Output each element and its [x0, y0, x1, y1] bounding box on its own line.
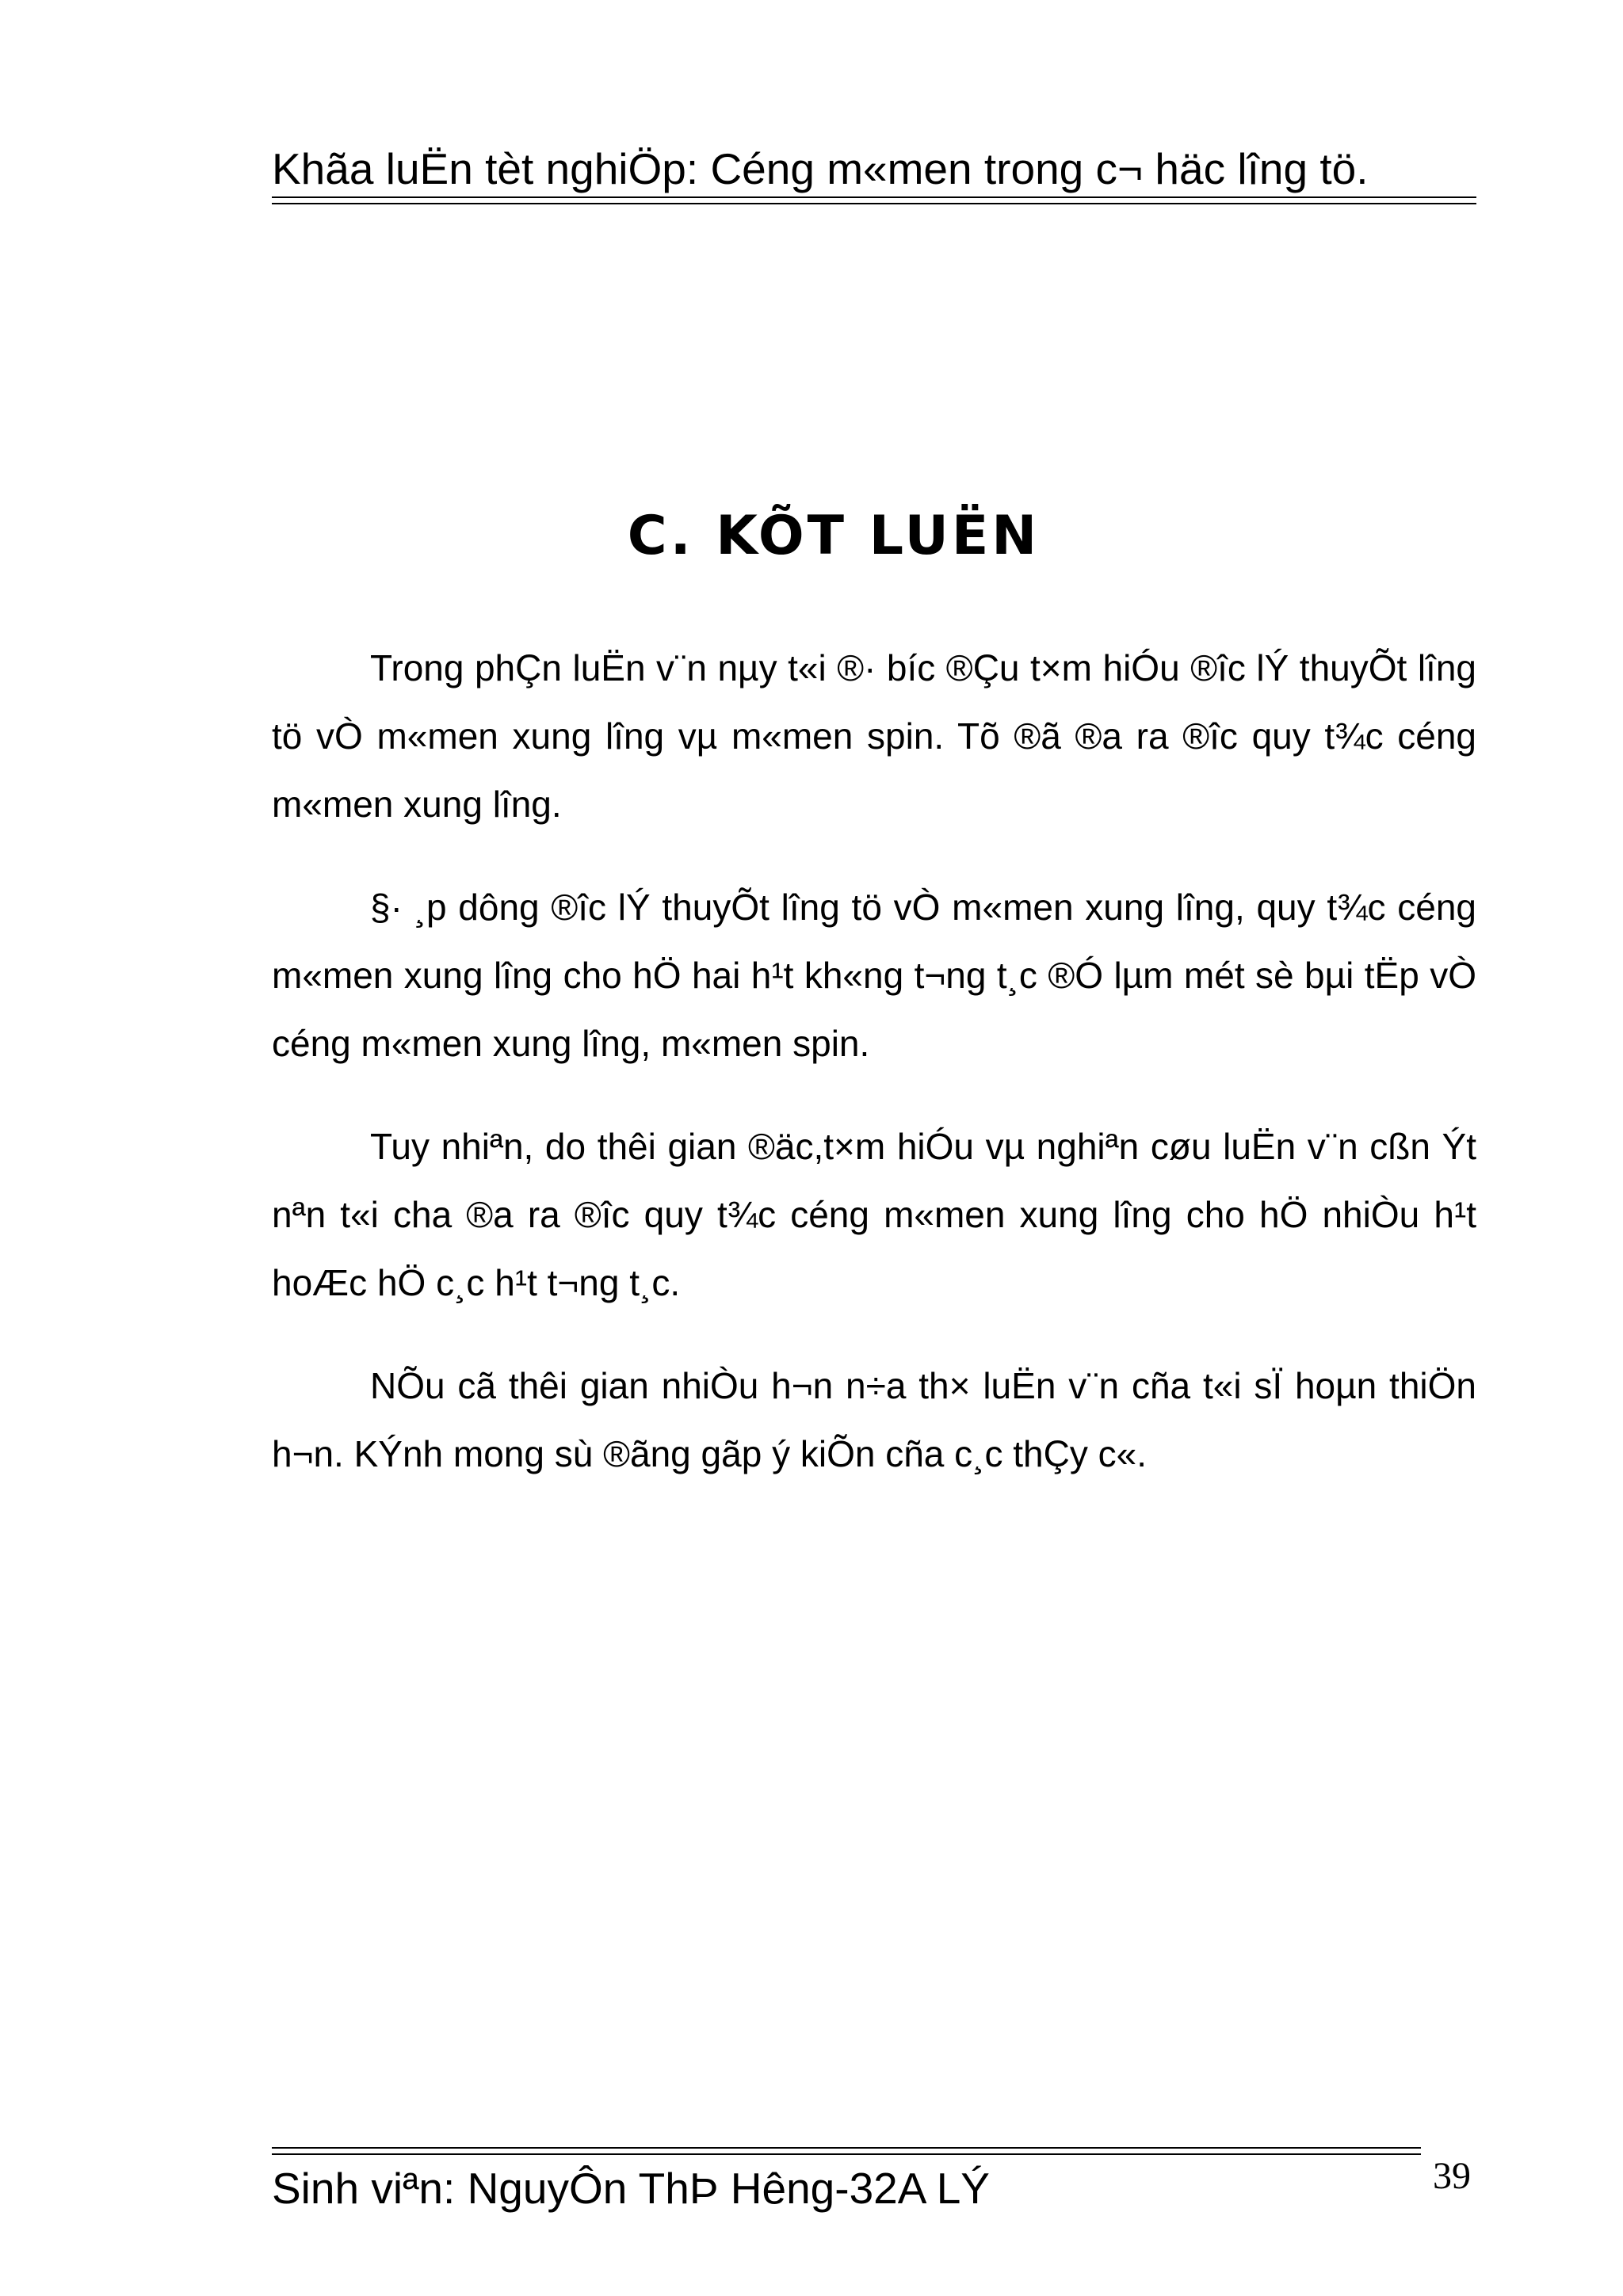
paragraph-4: NÕu cã thêi gian nhiÒu h¬n n÷a th× luËn v¨n cña t«i sÏ hoµn thiÖn h¬n. KÝnh mong sù ®ãng gãp ý kiÕn cña c¸c thÇy c«. — [272, 1365, 1476, 1474]
paragraph-2: §· ¸p dông ®îc lÝ thuyÕt lîng tö vÒ m«men xung lîng, quy t¾c céng m«men xung lîng cho hÖ hai h¹t kh«ng t¬ng t¸c ®Ó lµm mét sè bµi tËp vÒ céng m«men xung lîng, m«men spin. — [272, 887, 1476, 1064]
page-number: 39 — [1433, 2155, 1471, 2197]
footer-double-rule — [272, 2147, 1421, 2155]
running-header: Khãa luËn tèt nghiÖp: Céng m«men trong c¬ häc lîng tö. — [272, 144, 1369, 193]
footer-author: Sinh viªn: NguyÔn ThÞ Hêng-32A LÝ — [272, 2164, 990, 2213]
body-text — [272, 634, 1476, 1523]
paragraph-3: Tuy nhiªn, do thêi gian ®äc,t×m hiÓu vµ nghiªn cøu luËn v¨n cßn Ýt nªn t«i cha ®a ra ®îc quy t¾c céng m«men xung lîng cho hÖ nhiÒu h¹t hoÆc hÖ c¸c h¹t t¬ng t¸c. — [272, 1126, 1476, 1303]
section-heading: C. KÕT LUËN — [627, 505, 1041, 567]
header-double-rule — [272, 196, 1476, 204]
paragraph-1: Trong phÇn luËn v¨n nµy t«i ®· bíc ®Çu t×m hiÓu ®îc lÝ thuyÕt lîng tö vÒ m«men xung lîng vµ m«men spin. Tõ ®ã ®a ra ®îc quy t¾c céng m«men xung lîng. — [272, 647, 1476, 825]
